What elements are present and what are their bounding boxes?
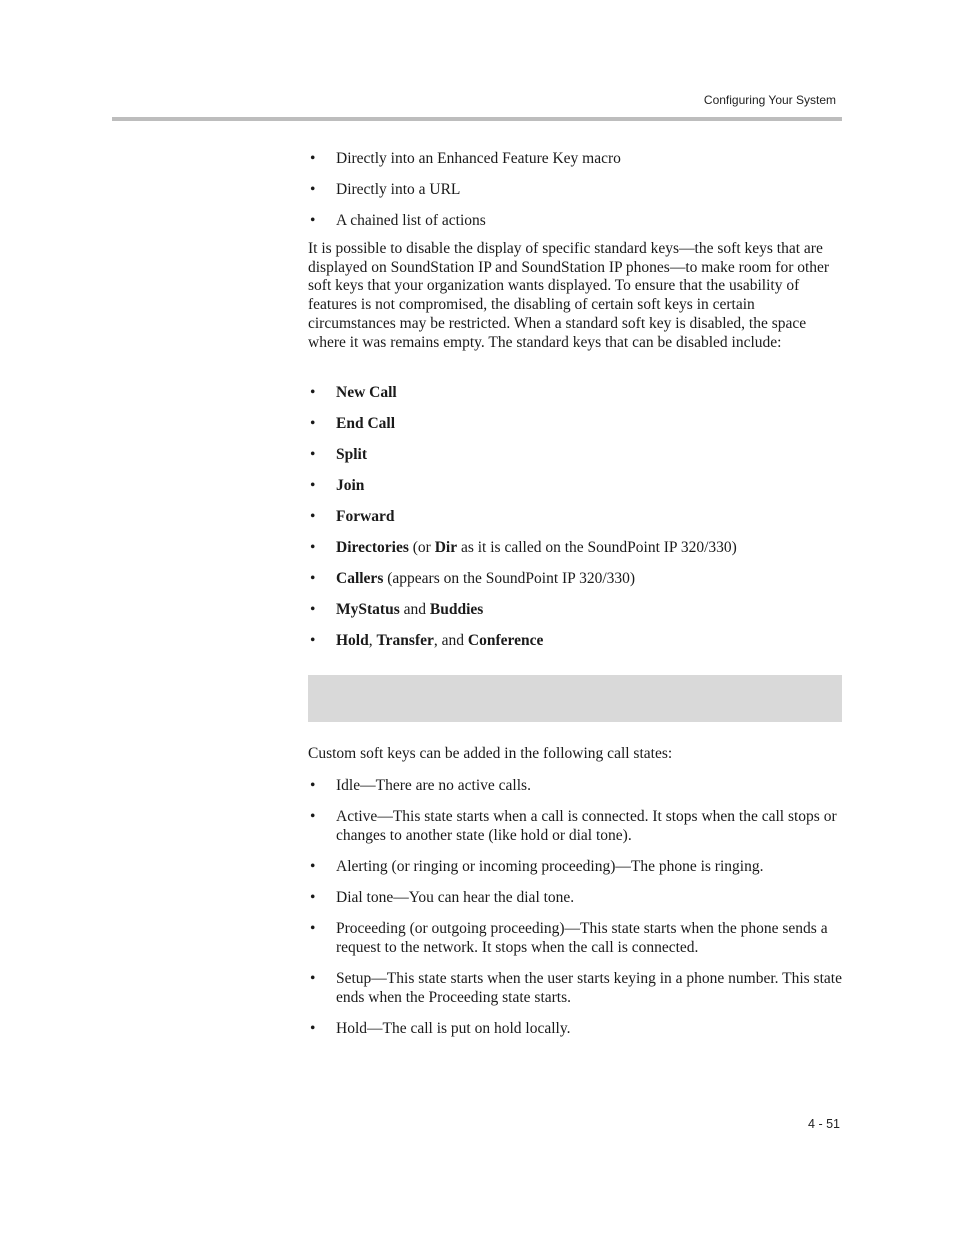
list-item-dial-tone: • Dial tone—You can hear the dial tone. (308, 888, 842, 907)
list-item-proceeding: • Proceeding (or outgoing proceeding)—This state starts when the phone sends a request to the network. It stops when the call is connected. (308, 919, 842, 957)
list-item-directories (308, 538, 842, 557)
key-name: Directories (336, 539, 409, 556)
key-name: Dir (434, 539, 458, 556)
list-item-callers (308, 569, 842, 588)
header-rule (112, 117, 842, 121)
running-header: Configuring Your System (703, 93, 836, 107)
key-name: New Call (336, 384, 397, 401)
key-name: Buddies (429, 601, 484, 618)
text-run: , (368, 632, 377, 649)
key-name: Join (336, 477, 365, 494)
key-name: Callers (336, 570, 384, 587)
list-item-alerting: • Alerting (or ringing or incoming proceeding)—The phone is ringing. (308, 857, 842, 876)
list-item-forward (308, 507, 842, 526)
list-item-mystatus (308, 600, 842, 619)
call-states-list (308, 776, 842, 1038)
list-item-join (308, 476, 842, 495)
note-box (308, 675, 842, 722)
list-item: • Directly into a URL (308, 180, 842, 199)
list-item-hold-state: • Hold—The call is put on hold locally. (308, 1019, 842, 1038)
text-run: , and (433, 632, 468, 649)
standard-keys-list (308, 383, 842, 650)
page-number: 4 - 51 (808, 1117, 840, 1131)
custom-keys-intro-block (308, 745, 842, 764)
text-run: (or (408, 539, 435, 556)
list-item: • Directly into an Enhanced Feature Key macro (308, 149, 842, 168)
list-item-idle: • Idle—There are no active calls. (308, 776, 842, 795)
list-item: • A chained list of actions (308, 211, 842, 230)
disable-keys-paragraph: It is possible to disable the display of specific standard keys—the soft keys that are displayed on SoundStation IP and SoundStation IP phones—to make room for other soft keys that your organization wants displayed. To ensure that the usability of features is not compromised, the disabling of certain soft keys in certain circumstances may be restricted. When a standard soft key is disabled, the space where it was remains empty. The standard keys that can be disabled include: (308, 240, 830, 351)
key-name: Split (336, 446, 368, 463)
key-name: Hold (336, 632, 369, 649)
disable-keys-paragraph-block (308, 240, 842, 352)
list-item-split (308, 445, 842, 464)
key-name: Transfer (376, 632, 434, 649)
list-item-active: • Active—This state starts when a call is connected. It stops when the call stops or changes to another state (like hold or dial tone). (308, 807, 842, 845)
text-run: as it is called on the SoundPoint IP 320/330) (457, 539, 737, 556)
list-item-hold (308, 631, 842, 650)
list-item-new-call (308, 383, 842, 402)
list-item-end-call (308, 414, 842, 433)
key-name: Conference (467, 632, 544, 649)
text-run: and (399, 601, 430, 618)
text-run: (appears on the SoundPoint IP 320/330) (383, 570, 636, 587)
key-name: MyStatus (336, 601, 400, 618)
key-name: End Call (336, 415, 396, 432)
key-name: Forward (336, 508, 395, 525)
list-item-setup: • Setup—This state starts when the user starts keying in a phone number. This state ends when the Proceeding state starts. (308, 969, 842, 1007)
custom-keys-intro: Custom soft keys can be added in the following call states: (308, 745, 673, 762)
top-bullet-list (308, 149, 842, 230)
